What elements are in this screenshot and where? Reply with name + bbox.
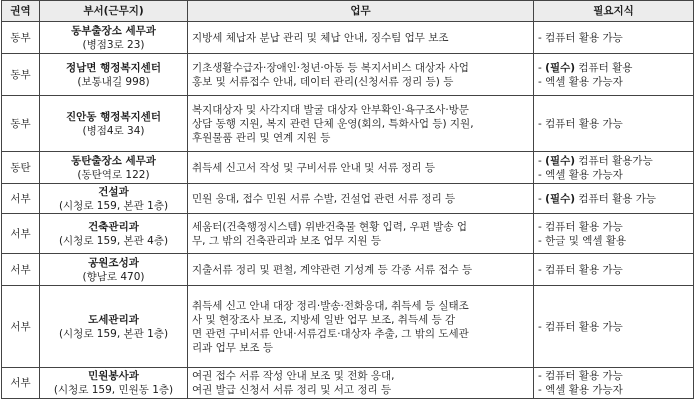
- dept-name: 공원조성과: [88, 256, 139, 269]
- dept-location: (보통내길 998): [77, 75, 150, 88]
- duty-cell: [188, 214, 534, 254]
- duty-line: 지출서류 정리 및 편철, 계약관련 기성계 등 각종 서류 접수 등: [192, 263, 473, 276]
- duty-line: 면 관련 구비서류 안내·서류검토·대상자 추출, 그 밖의 도세관: [192, 327, 469, 340]
- dept-location: (향남로 470): [82, 270, 145, 283]
- dept-location: (병점4로 34): [82, 124, 145, 137]
- job-table: [1, 0, 694, 399]
- knowledge-cell: [534, 214, 694, 254]
- header-knowledge: 필요지식: [534, 1, 694, 22]
- dept-name: 동탄출장소 세무과: [71, 154, 156, 167]
- dept-cell: [40, 152, 188, 184]
- duty-line: 취득세 신고 안내 대장 정리·발송·전화응대, 취득세 등 실태조: [192, 299, 469, 312]
- duty-cell: [188, 22, 534, 54]
- knowledge-cell: [534, 54, 694, 96]
- dept-name: 민원봉사과: [88, 370, 139, 382]
- knowledge-text: - 컴퓨터 활용 가능: [538, 263, 623, 276]
- duty-line: 무, 그 밖의 건축관리과 보조 업무 지원 등: [192, 234, 381, 247]
- knowledge-line: [538, 383, 689, 397]
- region-cell: 서부: [2, 368, 40, 399]
- header-row: [2, 1, 694, 22]
- table-row: [2, 368, 694, 399]
- knowledge-cell: [534, 286, 694, 368]
- knowledge-line: [538, 320, 689, 334]
- required-tag: (필수): [545, 192, 576, 205]
- knowledge-text: - 한글 및 엑셀 활용: [538, 234, 627, 247]
- dept-cell: [40, 368, 188, 399]
- knowledge-text: - 컴퓨터 활용 가능: [538, 117, 623, 130]
- dept-name: 동부출장소 세무과: [71, 24, 156, 37]
- knowledge-cell: [534, 96, 694, 152]
- duty-line: 지방세 체납자 분납 관리 및 체납 안내, 징수팀 업무 보조: [192, 31, 449, 44]
- duty-line: 여권 발급 신청서 서류 정리 및 서고 정리 등: [192, 384, 392, 396]
- knowledge-line: - (필수) 컴퓨터 활용 가능: [538, 192, 657, 205]
- duty-line: 사 및 현장조사 보조, 지방세 일반 업무 보조, 취득세 등 감: [192, 313, 456, 326]
- dept-cell: [40, 286, 188, 368]
- dept-location: (시청로 159, 본관 1층): [58, 327, 169, 340]
- header-duty: 업무: [188, 1, 534, 22]
- knowledge-line: - (필수) 컴퓨터 활용가능: [538, 154, 653, 167]
- region-cell: 동부: [2, 54, 40, 96]
- region-cell: 서부: [2, 254, 40, 286]
- dept-cell: [40, 184, 188, 214]
- knowledge-cell: [534, 152, 694, 184]
- knowledge-line: [538, 75, 689, 89]
- duty-cell: [188, 152, 534, 184]
- duty-cell: [188, 184, 534, 214]
- duty-cell: [188, 54, 534, 96]
- table-row: [2, 54, 694, 96]
- knowledge-line: [538, 168, 689, 182]
- knowledge-line: [538, 234, 689, 248]
- duty-cell: [188, 96, 534, 152]
- knowledge-line: - (필수) 컴퓨터 활용: [538, 61, 633, 74]
- dept-location: (시청로 159, 본관 1층): [58, 199, 169, 212]
- duty-line: 취득세 신고서 작성 및 구비서류 안내 및 서류 정리 등: [192, 161, 436, 174]
- header-dept: 부서(근무지): [40, 1, 188, 22]
- dept-name: 건설과: [98, 185, 129, 198]
- required-tag: (필수): [545, 154, 576, 167]
- dept-name: 정남면 행정복지센터: [66, 61, 161, 74]
- knowledge-text: 컴퓨터 활용 가능: [575, 192, 657, 205]
- dept-location: (동탄역로 122): [77, 168, 150, 181]
- table-row: [2, 254, 694, 286]
- table-row: [2, 22, 694, 54]
- region-cell: 서부: [2, 214, 40, 254]
- table-row: [2, 286, 694, 368]
- required-tag: (필수): [545, 61, 576, 74]
- knowledge-line: [538, 220, 689, 234]
- duty-line: 홍보 및 서류접수 안내, 데이터 관리(신청서류 정리 등) 등: [192, 75, 454, 88]
- table-row: [2, 96, 694, 152]
- duty-cell: [188, 368, 534, 399]
- dept-cell: [40, 214, 188, 254]
- knowledge-line: [538, 117, 689, 131]
- duty-line: 후원물품 관리 및 연계 지원 등: [192, 131, 331, 144]
- header-region: 권역: [2, 1, 40, 22]
- duty-line: 민원 응대, 접수 민원 서류 수발, 건설업 관련 서류 정리 등: [192, 192, 456, 205]
- knowledge-text: - 엑셀 활용 가능자: [538, 168, 623, 181]
- knowledge-cell: [534, 184, 694, 214]
- dept-location: (병점3로 23): [82, 38, 145, 51]
- table-row: [2, 184, 694, 214]
- duty-cell: [188, 254, 534, 286]
- knowledge-line: [538, 369, 689, 383]
- knowledge-cell: [534, 254, 694, 286]
- knowledge-line: [538, 263, 689, 277]
- duty-line: 세움터(건축행정시스템) 위반건축물 현황 입력, 우편 발송 업: [192, 220, 467, 233]
- duty-line: 기초생활수급자·장애인·청년·아동 등 복지서비스 대상자 사업: [192, 61, 469, 74]
- region-cell: 동부: [2, 96, 40, 152]
- duty-line: 복지대상자 및 사각지대 발굴 대상자 안부확인·욕구조사·방문: [192, 103, 469, 116]
- region-cell: 동탄: [2, 152, 40, 184]
- dept-location: (시청로 159, 민원동 1층): [53, 384, 174, 396]
- region-cell: 서부: [2, 184, 40, 214]
- duty-line: 리과 업무 보조 등: [192, 341, 274, 354]
- dept-location: (시청로 159, 본관 4층): [58, 234, 169, 247]
- dept-name: 도세관리과: [88, 313, 139, 326]
- knowledge-text: - 컴퓨터 활용 가능: [538, 31, 623, 44]
- region-cell: 서부: [2, 286, 40, 368]
- dept-cell: [40, 22, 188, 54]
- duty-line: 상담 동행 지원, 복지 관련 단체 운영(회의, 특화사업 등) 지원,: [192, 117, 474, 130]
- region-cell: 동부: [2, 22, 40, 54]
- knowledge-text: - 엑셀 활용 가능자: [538, 384, 623, 396]
- table-row: [2, 214, 694, 254]
- knowledge-text: 컴퓨터 활용: [575, 61, 633, 74]
- knowledge-cell: [534, 368, 694, 399]
- dept-name: 진안동 행정복지센터: [66, 110, 161, 123]
- knowledge-text: - 컴퓨터 활용 가능: [538, 370, 623, 382]
- knowledge-line: [538, 31, 689, 45]
- table-body: [2, 22, 694, 399]
- knowledge-text: - 엑셀 활용 가능자: [538, 75, 623, 88]
- duty-cell: [188, 286, 534, 368]
- knowledge-cell: [534, 22, 694, 54]
- dept-cell: [40, 254, 188, 286]
- knowledge-text: - 컴퓨터 활용 가능: [538, 320, 623, 333]
- knowledge-text: 컴퓨터 활용가능: [575, 154, 653, 167]
- duty-line: 여권 접수 서류 작성 안내 보조 및 전화 응대,: [192, 370, 395, 382]
- table-row: [2, 152, 694, 184]
- dept-cell: [40, 54, 188, 96]
- knowledge-text: - 컴퓨터 활용 가능: [538, 220, 623, 233]
- dept-name: 건축관리과: [88, 220, 139, 233]
- dept-cell: [40, 96, 188, 152]
